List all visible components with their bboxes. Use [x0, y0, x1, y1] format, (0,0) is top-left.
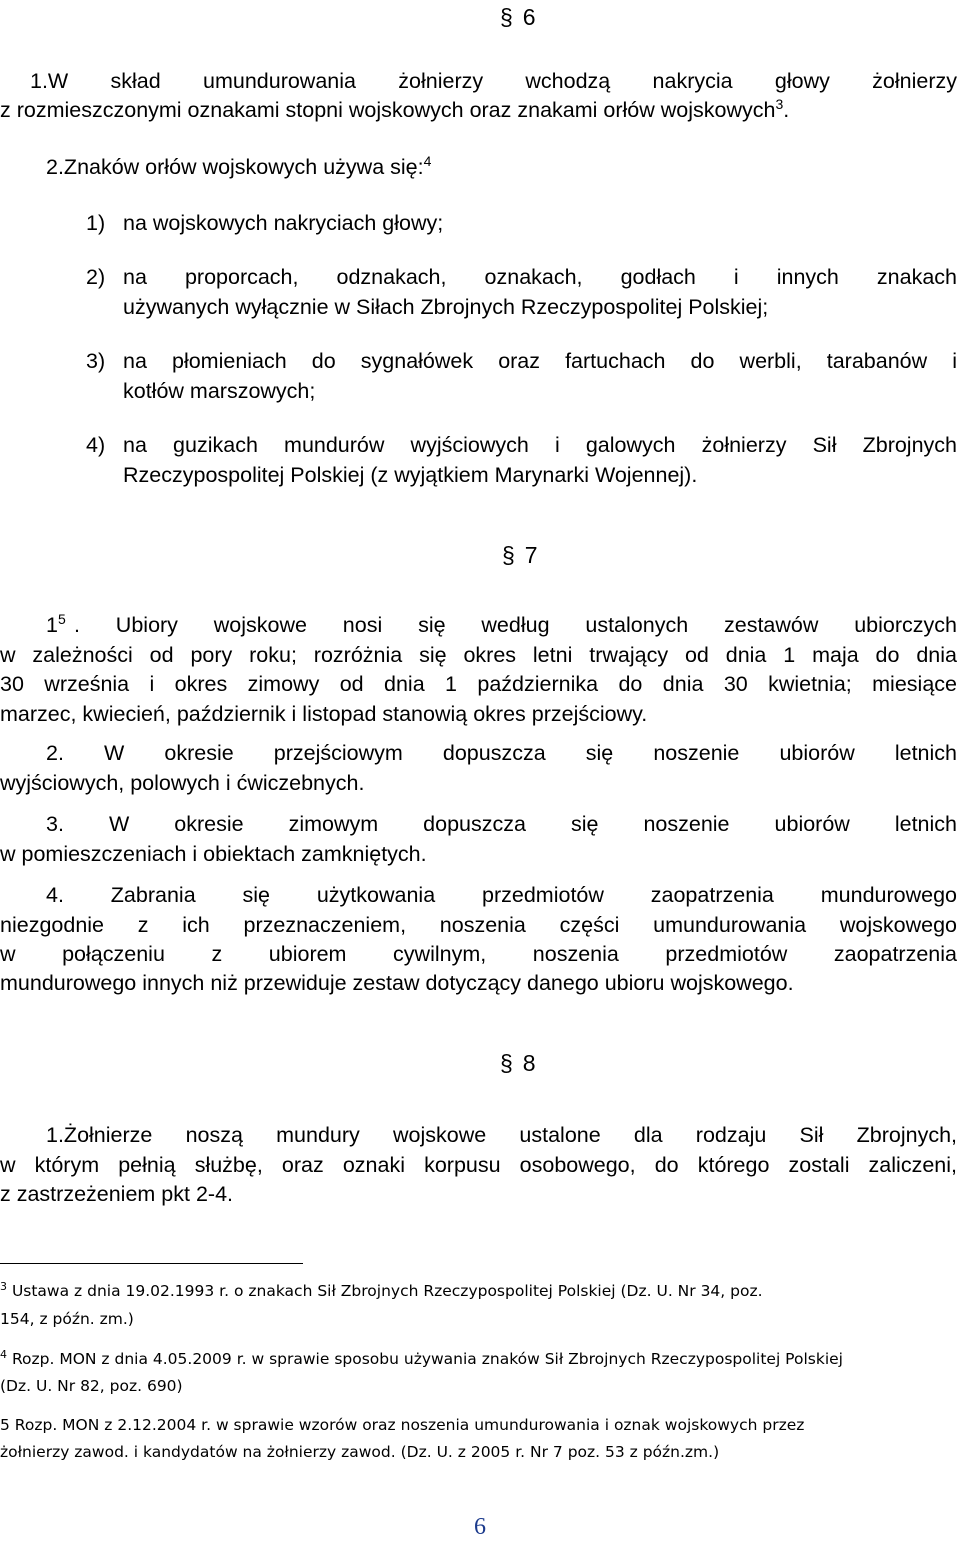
par7-point2-line2: wyjściowych, polowych i ćwiczebnych.: [0, 771, 365, 795]
par7-point4-line3: w połączeniu z ubiorem cywilnym, noszenia przedmiotów zaopatrzenia: [0, 942, 957, 966]
section-heading-8: [500, 1048, 536, 1078]
par7-point4-line4: mundurowego innych niż przewiduje zestaw dotyczący danego ubioru wojskowego.: [0, 971, 794, 995]
par7-point1-line1: [46, 610, 957, 640]
section-number: 6: [522, 4, 536, 30]
list-item-4-line2: Rzeczypospolitej Polskiej (z wyjątkiem Marynarki Wojennej).: [123, 463, 698, 487]
section-symbol: §: [500, 1050, 513, 1076]
page-number: 6: [474, 1514, 486, 1540]
list-item-number: 3): [86, 349, 106, 373]
footnote-text: Ustawa z dnia 19.02.1993 r. o znakach Sił Zbrojnych Rzeczypospolitej Polskiej (Dz. U. Nr 34, poz.: [11, 1282, 763, 1300]
footnote-mark: 4: [0, 1347, 7, 1361]
par7-point4-line2: niezgodnie z ich przeznaczeniem, noszenia części umundurowania wojskowego: [0, 913, 957, 937]
list-item-3-line1: na płomieniach do sygnałówek oraz fartuchach do werbli, tarabanów i: [123, 349, 957, 373]
list-item-2-line2: używanych wyłącznie w Siłach Zbrojnych Rzeczypospolitej Polskiej;: [123, 295, 769, 319]
par7-point3-line1: 3. W okresie zimowym dopuszcza się noszenie ubiorów letnich: [46, 812, 957, 836]
par7-point1-num: 1: [46, 613, 58, 637]
par7-point1-line4: marzec, kwiecień, październik i listopad stanowią okres przejściowy.: [0, 702, 648, 726]
footnote-3-line2: 154, z późn. zm.): [0, 1310, 134, 1328]
list-item-number: 2): [86, 265, 106, 289]
par6-point1-line1: 1.W skład umundurowania żołnierzy wchodzą nakrycia głowy żołnierzy: [30, 69, 957, 93]
list-item-1-text: na wojskowych nakryciach głowy;: [123, 211, 444, 235]
par8-point1-line1: 1.Żołnierze noszą mundury wojskowe ustalone dla rodzaju Sił Zbrojnych,: [46, 1123, 957, 1147]
list-item-number: 4): [86, 433, 106, 457]
par6-point1-end: .: [783, 98, 790, 122]
footnote-separator: [0, 1263, 303, 1264]
list-item-4-line1: na guzikach mundurów wyjściowych i galowych żołnierzy Sił Zbrojnych: [123, 433, 957, 457]
par7-point1-line1-text: . Ubiory wojskowe nosi się według ustalonych zestawów ubiorczych: [74, 613, 957, 637]
section-symbol: §: [500, 4, 513, 30]
par8-point1-line2: w którym pełnią służbę, oraz oznaki korpusu osobowego, do którego zostali zaliczeni,: [0, 1153, 957, 1177]
section-symbol: §: [502, 542, 515, 568]
par7-point3-line2: w pomieszczeniach i obiektach zamkniętych.: [0, 842, 427, 866]
section-number: 7: [524, 542, 538, 568]
par6-point1-line2: [0, 95, 789, 125]
par8-point1-line3: z zastrzeżeniem pkt 2-4.: [0, 1182, 234, 1206]
footnote-4-line1: [0, 1347, 843, 1371]
section-number: 8: [522, 1050, 536, 1076]
footnote-ref-5[interactable]: 5: [57, 610, 66, 627]
section-heading-6: [500, 2, 536, 32]
footnote-4-line2: (Dz. U. Nr 82, poz. 690): [0, 1377, 183, 1395]
footnote-mark: 3: [0, 1279, 7, 1293]
footnote-3-line1: [0, 1279, 763, 1303]
footnote-5-line2: żołnierzy zawod. i kandydatów na żołnierzy zawod. (Dz. U. z 2005 r. Nr 7 poz. 53 z późn.zm.): [0, 1443, 720, 1461]
list-item-number: 1): [86, 211, 106, 235]
par6-point2-text: 2.Znaków orłów wojskowych używa się:: [46, 155, 424, 179]
footnote-ref-4[interactable]: 4: [423, 152, 432, 169]
par6-point2: [46, 152, 431, 182]
par7-point2-line1: 2. W okresie przejściowym dopuszcza się noszenie ubiorów letnich: [46, 741, 957, 765]
par7-point1-number: [46, 610, 66, 640]
footnote-text: Rozp. MON z dnia 4.05.2009 r. w sprawie sposobu używania znaków Sił Zbrojnych Rzeczypospolitej Polskiej: [11, 1350, 843, 1368]
list-item-3-line2: kotłów marszowych;: [123, 379, 316, 403]
par7-point1-line2: w zależności od pory roku; rozróżnia się okres letni trwający od dnia 1 maja do dnia: [0, 643, 957, 667]
footnote-5-line1: 5 Rozp. MON z 2.12.2004 r. w sprawie wzorów oraz noszenia umundurowania i oznak wojskowych przez: [0, 1416, 805, 1434]
par7-point4-line1: 4. Zabrania się użytkowania przedmiotów zaopatrzenia mundurowego: [46, 883, 957, 907]
section-heading-7: [502, 540, 538, 570]
par7-point1-line3: 30 września i okres zimowy od dnia 1 października do dnia 30 kwietnia; miesiące: [0, 672, 957, 696]
footnote-ref-3[interactable]: 3: [775, 95, 784, 112]
list-item-2-line1: na proporcach, odznakach, oznakach, godłach i innych znakach: [123, 265, 957, 289]
par6-point1-text: z rozmieszczonymi oznakami stopni wojskowych oraz znakami orłów wojskowych: [0, 98, 776, 122]
